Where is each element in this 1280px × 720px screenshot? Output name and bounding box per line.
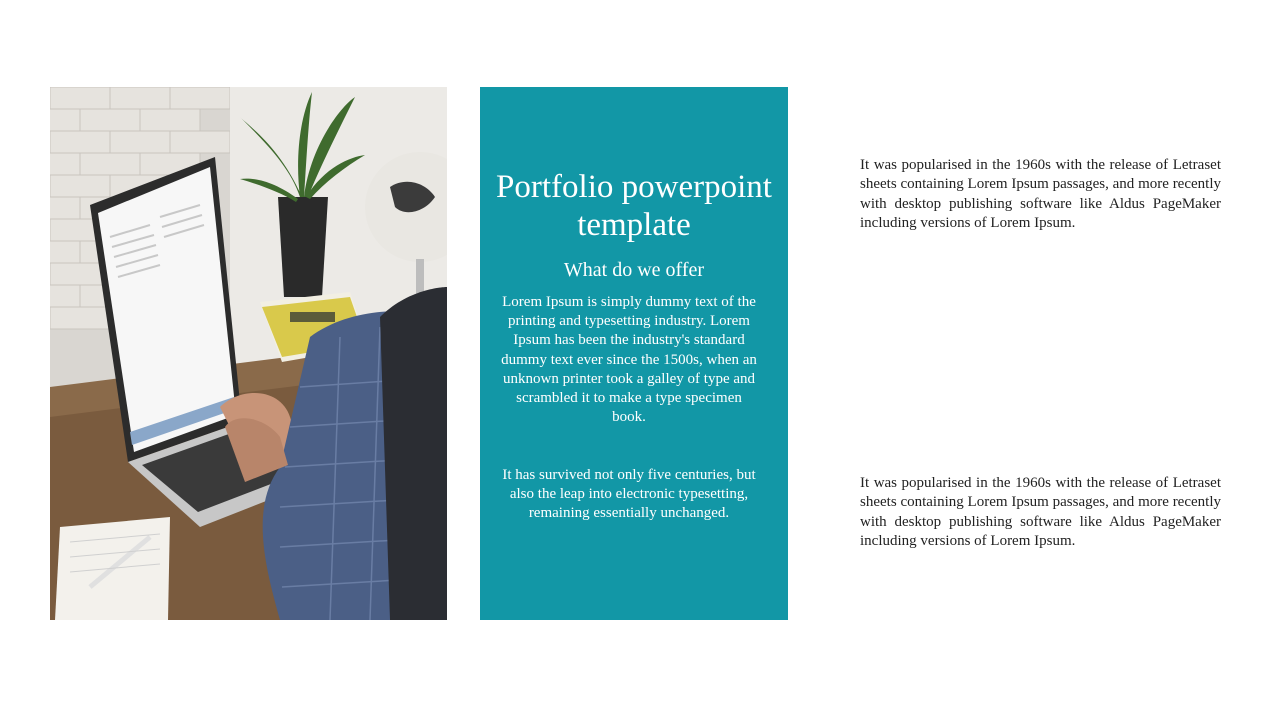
side-paragraph-top: It was popularised in the 1960s with the release of Letraset sheets containing Lorem Ipsum passages, and more recently with desktop publishing software like Aldus PageMaker including versions of Lorem Ipsum. — [860, 157, 1221, 232]
panel-paragraph-1: Lorem Ipsum is simply dummy text of the printing and typesetting industry. Lorem Ipsum has been the industry's standard dummy text ever since the 1500s, when an unknown printer took a galley of type and scrambled it to make a type specimen book. — [501, 294, 757, 426]
panel-paragraph-2: It has survived not only five centuries, but also the leap into electronic typesetting, remaining essentially unchanged. — [502, 467, 756, 522]
panel-subtitle: What do we offer — [563, 259, 705, 281]
side-paragraph-bottom: It was popularised in the 1960s with the release of Letraset sheets containing Lorem Ipsum passages, and more recently with desktop publishing software like Aldus PageMaker including versions of Lorem Ipsum. — [860, 475, 1221, 550]
panel-title: Portfolio powerpoint template — [496, 169, 772, 243]
laptop-desk-photo — [50, 87, 447, 620]
